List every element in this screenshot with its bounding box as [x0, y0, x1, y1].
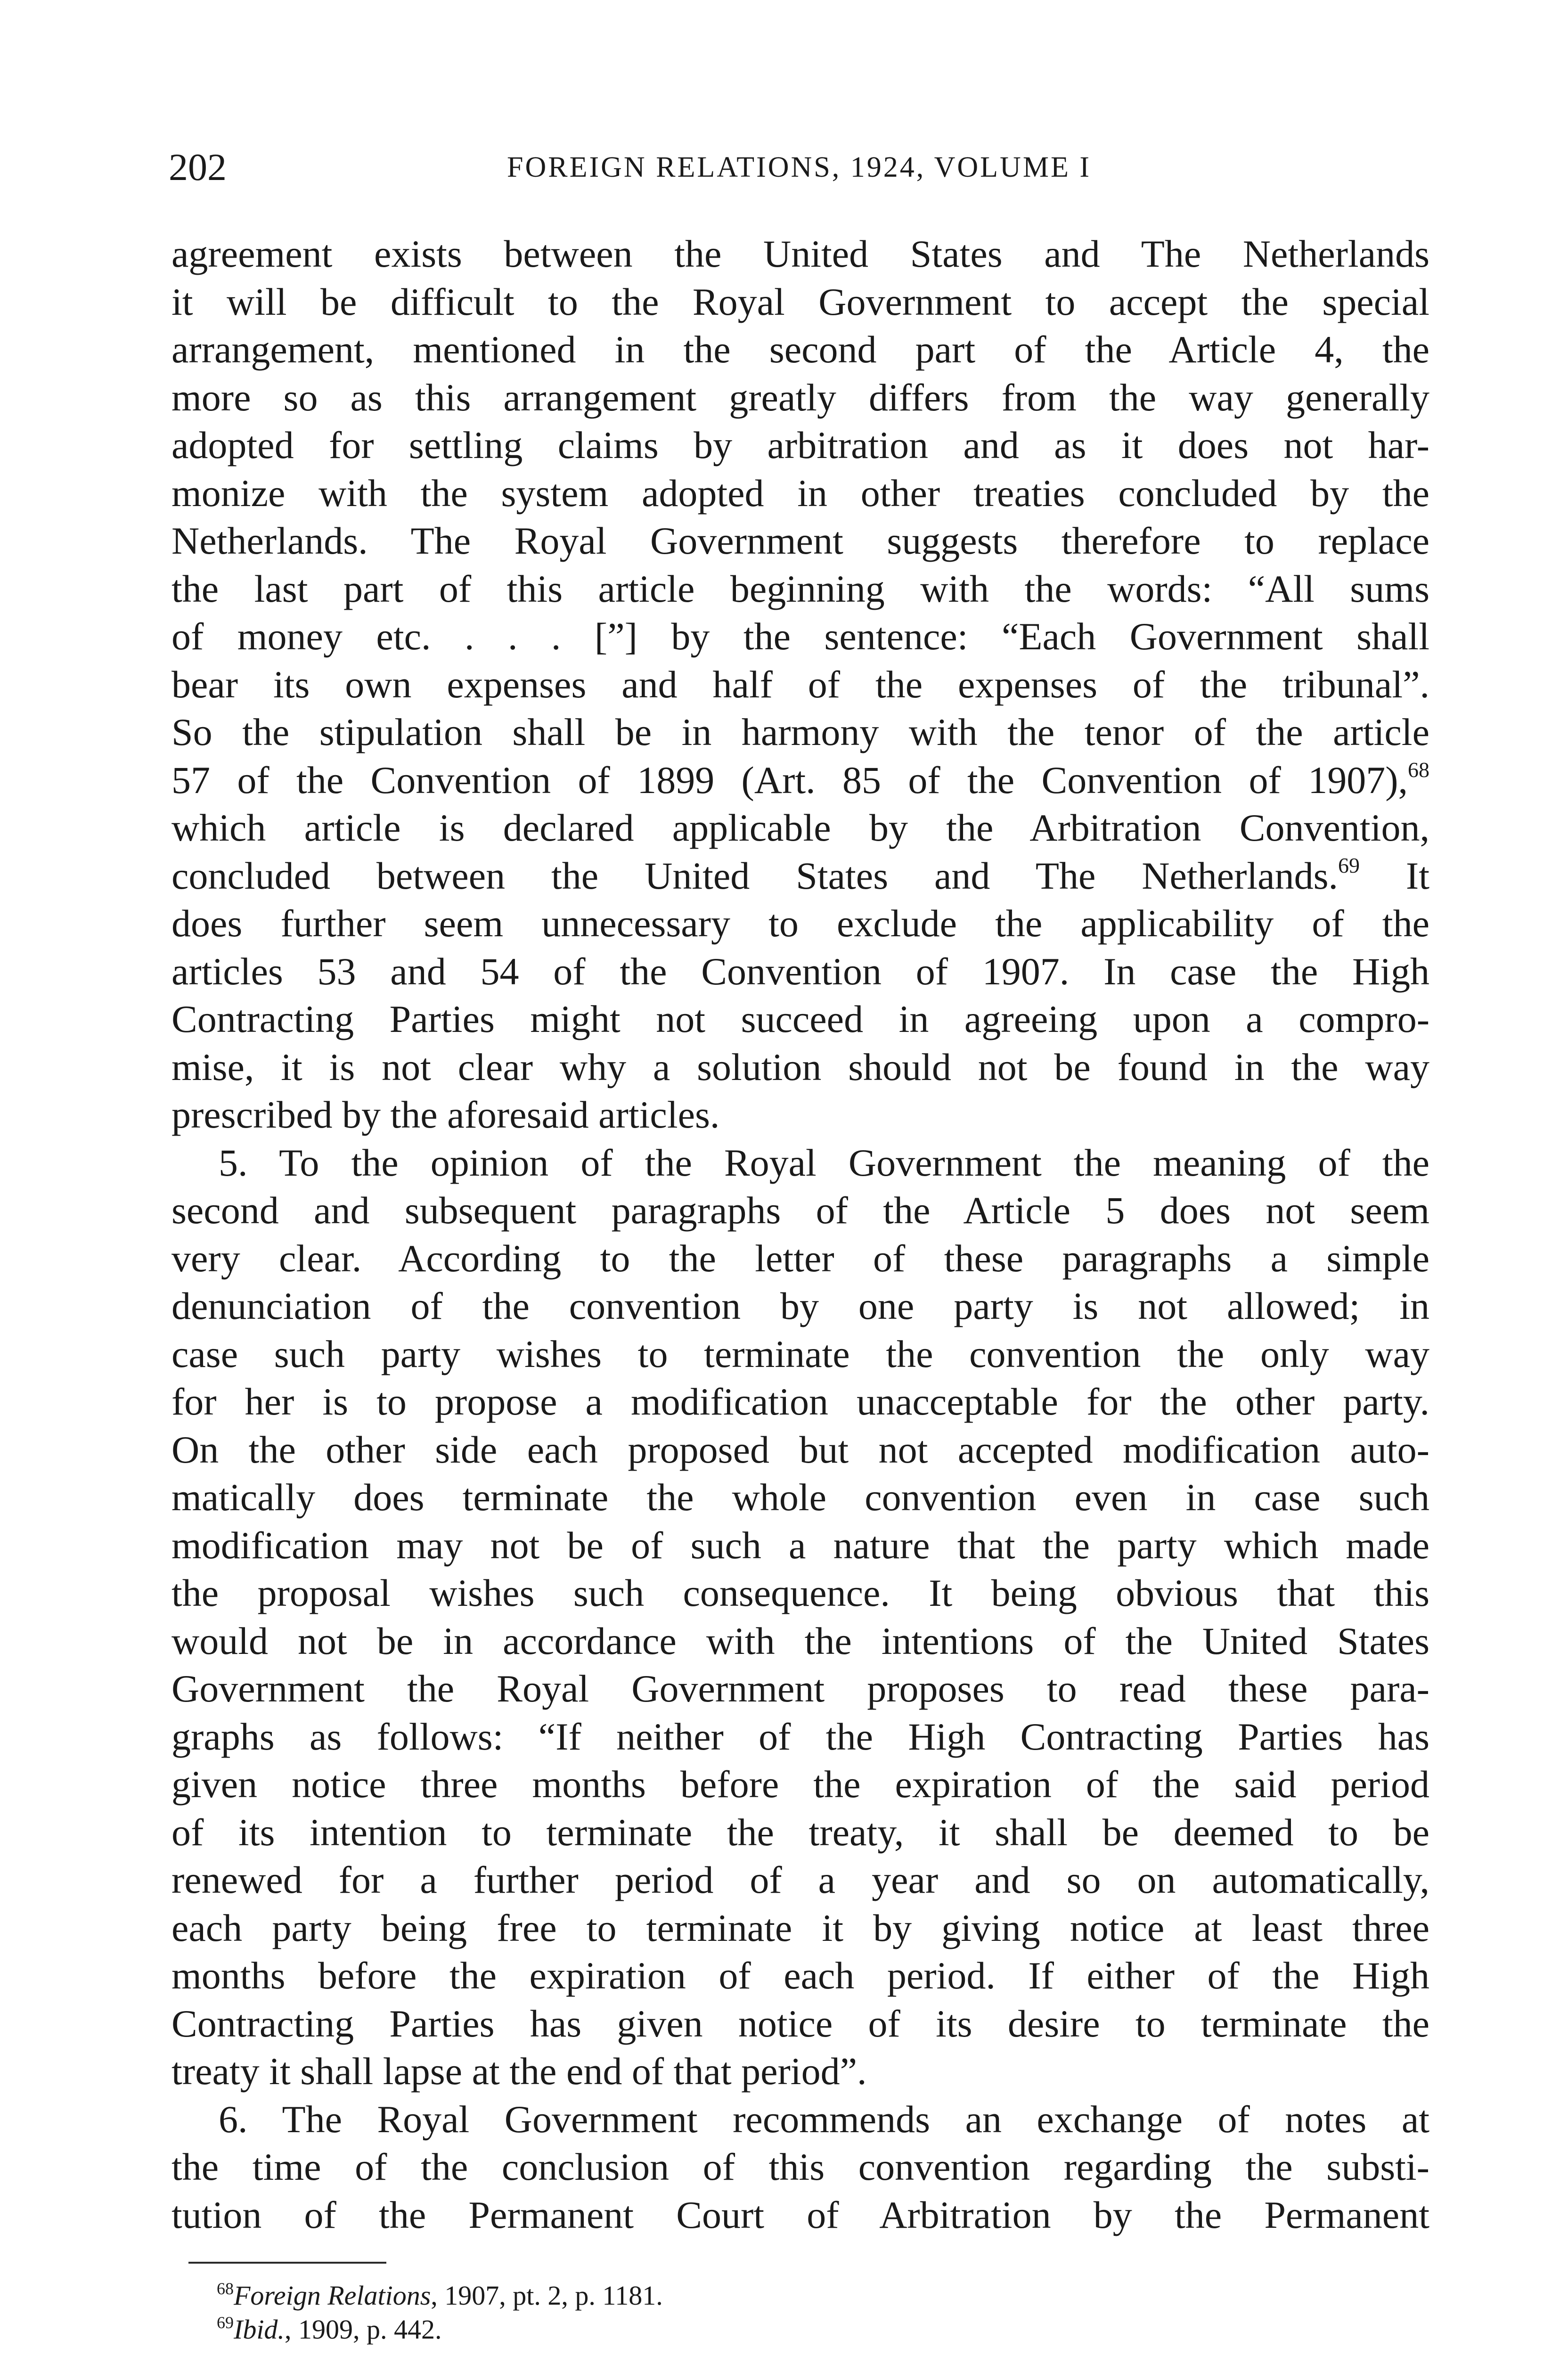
- text-line: which article is declared applicable by the Arbitration Convention,: [172, 806, 1429, 849]
- footnote-68: [217, 2279, 1348, 2313]
- text-line: On the other side each proposed but not accepted modification auto-: [172, 1428, 1429, 1471]
- page-header: [169, 141, 1429, 193]
- text-line: Contracting Parties has given notice of its desire to terminate the: [172, 2002, 1429, 2045]
- text-line: does further seem unnecessary to exclude the applicability of the: [172, 902, 1429, 945]
- text-line: [172, 756, 1429, 804]
- text-line: So the stipulation shall be in harmony with the tenor of the article: [172, 711, 1429, 753]
- footnote-mark: 68: [217, 2279, 234, 2298]
- body-text: [172, 230, 1429, 2239]
- text-line: second and subsequent paragraphs of the Article 5 does not seem: [172, 1189, 1429, 1232]
- text-line: tution of the Permanent Court of Arbitration by the Permanent: [172, 2193, 1429, 2236]
- footnote-ref-68[interactable]: 68: [1408, 757, 1429, 782]
- text-span: It: [1405, 854, 1429, 897]
- text-line: matically does terminate the whole convention even in case such: [172, 1476, 1429, 1519]
- text-line: agreement exists between the United States and The Netherlands: [172, 232, 1429, 275]
- text-line: it will be difficult to the Royal Government to accept the special: [172, 280, 1429, 323]
- running-head: FOREIGN RELATIONS, 1924, VOLUME I: [507, 151, 1091, 183]
- footnote-69: [217, 2313, 1348, 2347]
- text-line: the time of the conclusion of this convention regarding the substi-: [172, 2145, 1429, 2188]
- text-line: graphs as follows: “If neither of the High Contracting Parties has: [172, 1715, 1429, 1758]
- text-line: prescribed by the aforesaid articles.: [172, 1093, 720, 1136]
- page-number: 202: [169, 146, 227, 188]
- footnote-citation: , 1909, p. 442.: [284, 2314, 442, 2345]
- text-line: Netherlands. The Royal Government suggests therefore to replace: [172, 519, 1429, 562]
- text-line: of money etc. . . . [”] by the sentence: “Each Government shall: [172, 615, 1429, 658]
- text-line: renewed for a further period of a year and so on automatically,: [172, 1858, 1429, 1901]
- text-line: each party being free to terminate it by giving notice at least three: [172, 1906, 1429, 1949]
- text-line: modification may not be of such a nature that the party which made: [172, 1523, 1429, 1567]
- footnote-title: Ibid.: [234, 2314, 285, 2345]
- text-line: adopted for settling claims by arbitration and as it does not har-: [172, 424, 1429, 466]
- text-line: 5. To the opinion of the Royal Government the meaning of the: [219, 1141, 1429, 1184]
- text-line: more so as this arrangement greatly differs from the way generally: [172, 376, 1429, 419]
- text-line: months before the expiration of each period. If either of the High: [172, 1954, 1429, 1997]
- text-line: [172, 852, 1429, 900]
- text-span: 57 of the Convention of 1899 (Art. 85 of the Convention of 1907),: [172, 758, 1408, 802]
- text-line: Contracting Parties might not succeed in agreeing upon a compro-: [172, 998, 1429, 1040]
- footnote-ref-69[interactable]: 69: [1338, 853, 1360, 877]
- text-line: of its intention to terminate the treaty, it shall be deemed to be: [172, 1810, 1429, 1854]
- text-line: the last part of this article beginning with the words: “All sums: [172, 567, 1429, 610]
- text-line: Government the Royal Government proposes to read these para-: [172, 1667, 1429, 1710]
- text-line: given notice three months before the expiration of the said period: [172, 1763, 1429, 1806]
- text-line: mise, it is not clear why a solution should not be found in the way: [172, 1045, 1429, 1088]
- text-line: would not be in accordance with the intentions of the United States: [172, 1619, 1429, 1662]
- text-line: for her is to propose a modification unacceptable for the other party.: [172, 1380, 1429, 1423]
- text-line: case such party wishes to terminate the convention the only way: [172, 1332, 1429, 1375]
- text-line: very clear. According to the letter of these paragraphs a simple: [172, 1236, 1429, 1280]
- footnotes: [217, 2279, 1348, 2347]
- text-line: the proposal wishes such consequence. It being obvious that this: [172, 1571, 1429, 1614]
- text-line: 6. The Royal Government recommends an exchange of notes at: [219, 2097, 1429, 2141]
- text-line: bear its own expenses and half of the expenses of the tribunal”.: [172, 663, 1429, 706]
- footnote-citation: , 1907, pt. 2, p. 1181.: [431, 2280, 663, 2311]
- text-line: arrangement, mentioned in the second part of the Article 4, the: [172, 328, 1429, 371]
- text-line: articles 53 and 54 of the Convention of 1907. In case the High: [172, 949, 1429, 993]
- text-span: concluded between the United States and The Netherlands.: [172, 854, 1338, 897]
- text-line: monize with the system adopted in other treaties concluded by the: [172, 471, 1429, 515]
- footnote-title: Foreign Relations: [234, 2280, 431, 2311]
- footnote-divider: [188, 2262, 386, 2264]
- text-line: treaty it shall lapse at the end of that period”.: [172, 2050, 867, 2093]
- text-line: denunciation of the convention by one party is not allowed; in: [172, 1284, 1429, 1327]
- footnote-mark: 69: [217, 2313, 234, 2332]
